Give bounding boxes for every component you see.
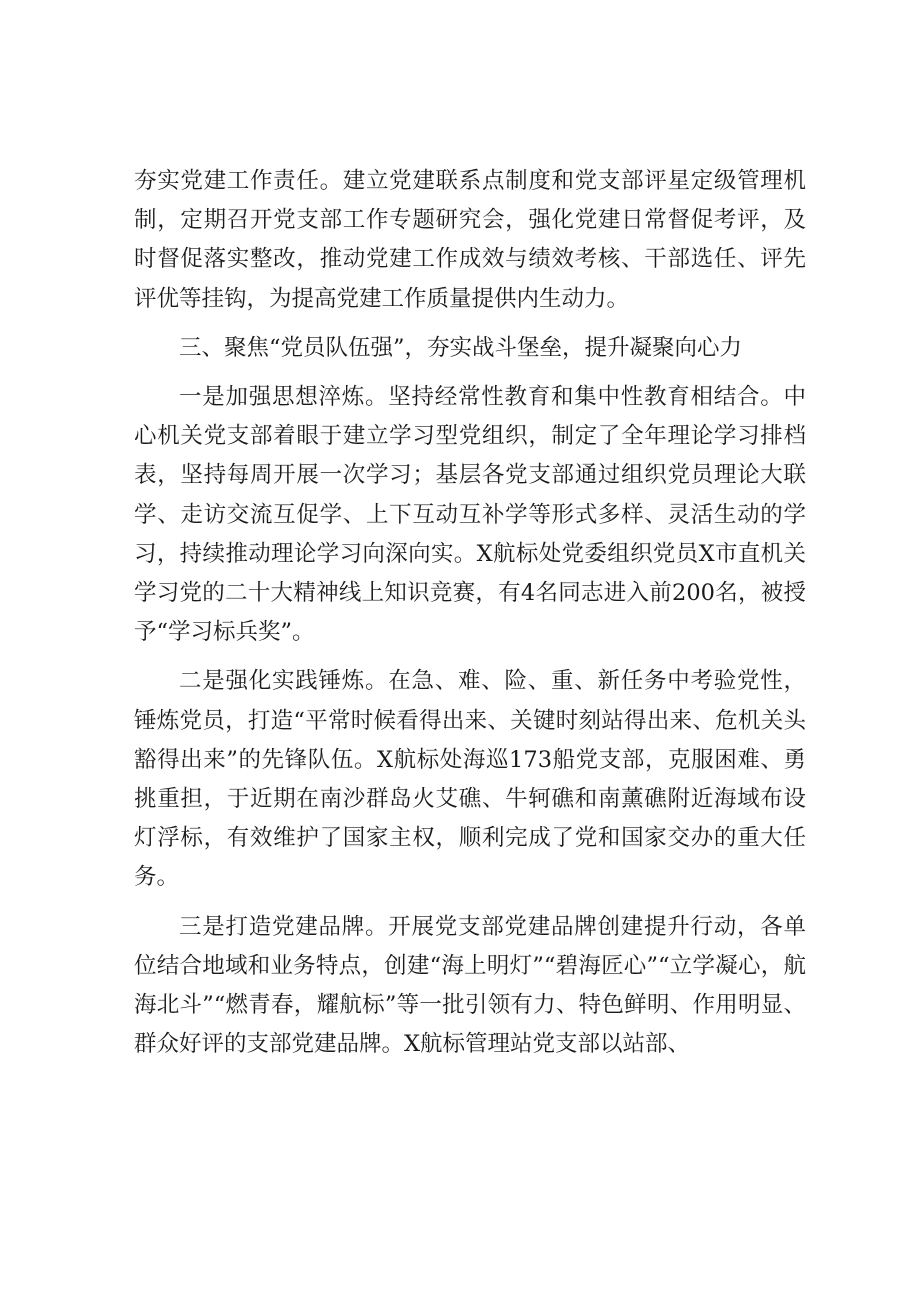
paragraph-ideological-training: 一是加强思想淬炼。坚持经常性教育和集中性教育相结合。中心机关党支部着眼于建立学习型党组织，制定了全年理论学习排档表，坚持每周开展一次学习；基层各党支部通过组织党员理论大联学、走访交流互促学、上下互动互补学等形式多样、灵活生动的学习，持续推动理论学习向深向实。X航标处党委组织党员X市直机关学习党的二十大精神线上知识竞赛，有4名同志进入前200名，被授予“学习标兵奖”。 (134, 384, 806, 646)
paragraph-party-building-responsibility: 夯实党建工作责任。建立党建联系点制度和党支部评星定级管理机制，定期召开党支部工作专题研究会，强化党建日常督促考评，及时督促落实整改，推动党建工作成效与绩效考核、干部选任、评先评优等挂钩，为提高党建工作质量提供内生动力。 (134, 168, 806, 312)
document-body (134, 162, 806, 1064)
paragraph-party-brand: 三是打造党建品牌。开展党支部党建品牌创建提升行动，各单位结合地域和业务特点，创建“海上明灯”“碧海匠心”“立学凝心，航海北斗”“燃青春，耀航标”等一批引领有力、特色鲜明、作用明显、群众好评的支部党建品牌。X航标管理站党支部以站部、 (134, 913, 806, 1058)
paragraph-practical-training: 二是强化实践锤炼。在急、难、险、重、新任务中考验党性，锤炼党员，打造“平常时候看得出来、关键时刻站得出来、危机关头豁得出来”的先锋队伍。X航标处海巡173船党支部，克服困难、勇挑重担，于近期在南沙群岛火艾礁、牛轲礁和南薰礁附近海域布设灯浮标，有效维护了国家主权，顺利完成了党和国家交办的重大任务。 (134, 668, 806, 891)
section-heading-three: 三、聚焦“党员队伍强”，夯实战斗堡垒，提升凝聚向心力 (179, 334, 743, 361)
